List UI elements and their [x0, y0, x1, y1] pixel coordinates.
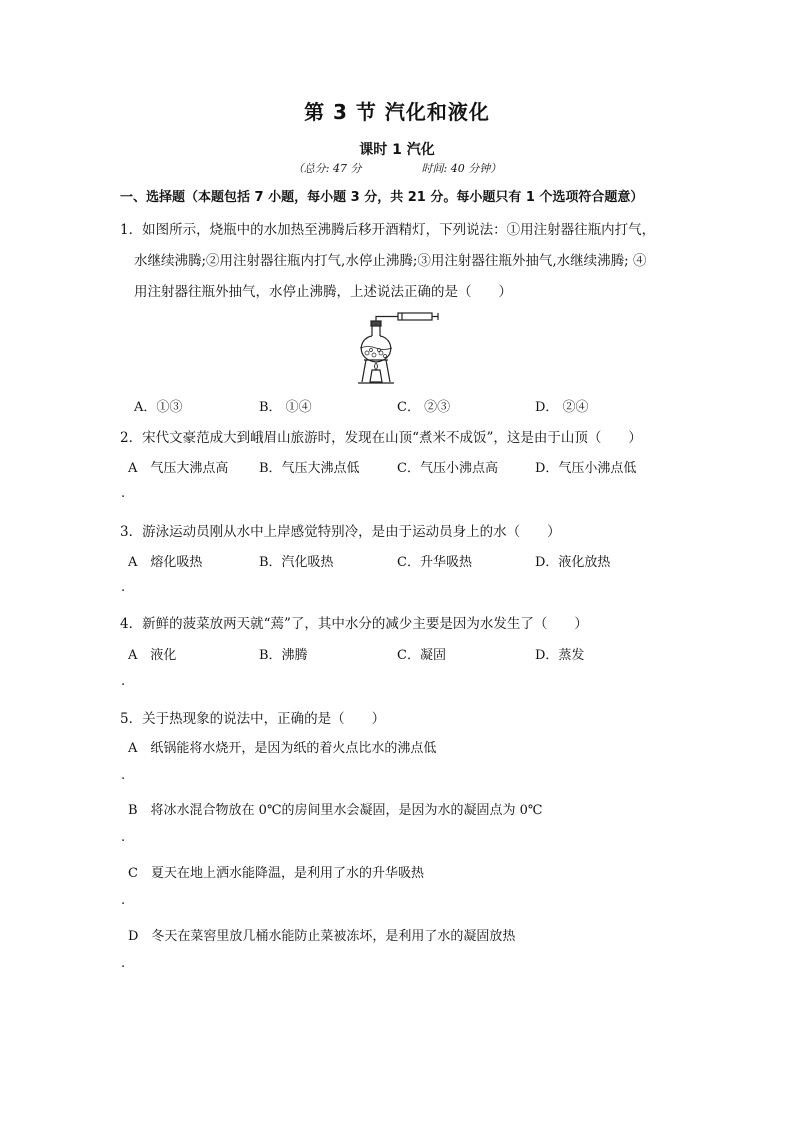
question-3-option-d: D．液化放热 [535, 555, 611, 570]
question-3-option-c: C．升华吸热 [397, 555, 472, 570]
question-2-option-a: A 气压大沸点高 [128, 461, 229, 476]
question-3-dot: . [121, 580, 126, 595]
question-3-option-b: B．汽化吸热 [259, 555, 334, 570]
question-1-line-1: 1．如图所示，烧瓶中的水加热至沸腾后移开酒精灯，下列说法：①用注射器往瓶内打气， [120, 222, 656, 238]
question-2-dot: . [121, 486, 126, 501]
section-heading: 一、选择题（本题包括 7 小题，每小题 3 分，共 21 分。每小题只有 1 个选项符合题意） [120, 190, 644, 205]
question-5-dot-c: . [121, 893, 126, 908]
question-2-text: 2．宋代文豪范成大到峨眉山旅游时，发现在山顶“煮米不成饭”，这是由于山顶（ ） [120, 430, 642, 446]
flask-syringe-diagram [348, 308, 440, 386]
question-1-option-c: C． ②③ [397, 400, 451, 415]
question-4-option-b: B．沸腾 [259, 648, 308, 663]
question-1-line-2: 水继续沸腾;②用注射器往瓶内打气,水停止沸腾;③用注射器往瓶外抽气,水继续沸腾; ④ [134, 253, 647, 269]
question-5-option-c: C 夏天在地上洒水能降温，是利用了水的升华吸热 [128, 866, 424, 881]
question-5-dot-d: . [121, 956, 126, 971]
question-5-option-d: D 冬天在菜窖里放几桶水能防止菜被冻坏，是利用了水的凝固放热 [128, 929, 516, 944]
total-score: （总分: 47 分 [292, 162, 362, 175]
question-5-option-b: B 将冰水混合物放在 0℃的房间里水会凝固，是因为水的凝固点为 0℃ [128, 803, 543, 818]
question-5-text: 5．关于热现象的说法中，正确的是（ ） [120, 711, 386, 727]
page-title: 第 3 节 汽化和液化 [304, 100, 490, 124]
question-2-option-c: C．气压小沸点高 [397, 461, 498, 476]
question-1-line-3: 用注射器往瓶外抽气，水停止沸腾，上述说法正确的是（ ） [134, 284, 512, 300]
question-3-text: 3．游泳运动员刚从水中上岸感觉特别冷，是由于运动员身上的水（ ） [120, 524, 561, 540]
question-1-option-b: B． ①④ [259, 400, 312, 415]
question-1-option-a: A．①③ [134, 400, 183, 415]
score-time-line [0, 160, 794, 176]
question-5-dot-b: . [121, 830, 126, 845]
question-2-option-d: D．气压小沸点低 [535, 461, 637, 476]
question-2-option-b: B．气压大沸点低 [259, 461, 360, 476]
lesson-subtitle: 课时 1 汽化 [359, 142, 435, 158]
question-1-option-d: D． ②④ [535, 400, 589, 415]
question-4-option-a: A 液化 [128, 648, 177, 663]
question-5-dot-a: . [121, 768, 126, 783]
time-limit: 时间: 40 分钟） [421, 162, 502, 175]
question-4-option-d: D．蒸发 [535, 648, 585, 663]
question-5-option-a: A 纸锅能将水烧开，是因为纸的着火点比水的沸点低 [128, 741, 437, 756]
question-4-text: 4．新鲜的菠菜放两天就“蔫”了，其中水分的减少主要是因为水发生了（ ） [120, 616, 588, 632]
question-4-option-c: C．凝固 [397, 648, 446, 663]
question-3-option-a: A 熔化吸热 [128, 555, 203, 570]
question-4-dot: . [121, 674, 126, 689]
